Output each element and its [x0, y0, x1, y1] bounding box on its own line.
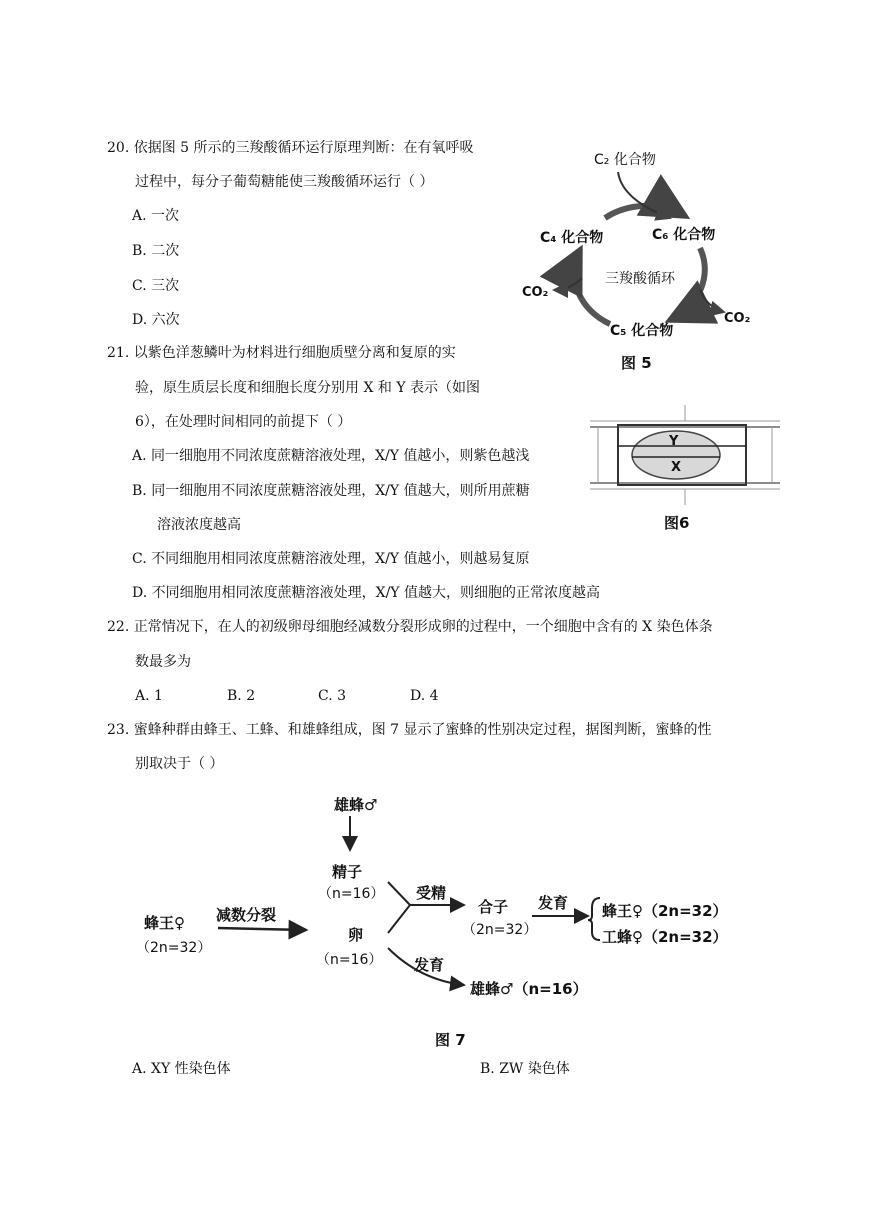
q22-option-c: C. 3 — [318, 688, 347, 704]
fig5-caption: 图 5 — [621, 354, 652, 372]
fig6-x-label: X — [671, 460, 682, 475]
q22-option-a: A. 1 — [135, 688, 163, 704]
fig6-y-label: Y — [669, 434, 679, 449]
q21-stem-line3: 6），在处理时间相同的前提下（ ） — [135, 414, 352, 430]
figure-6-plant-cell — [590, 405, 780, 505]
fig7-queen-out: 蜂王♀（2n=32） — [602, 902, 728, 920]
fig7-worker-out: 工蜂♀（2n=32） — [602, 928, 728, 946]
fig7-zygote: 合子 — [478, 898, 509, 916]
fig7-fertilize: 受精 — [416, 884, 447, 902]
q22-stem-line2: 数最多为 — [135, 654, 191, 670]
q21-stem-line1: 21. 以紫色洋葱鳞叶为材料进行细胞质壁分离和复原的实 — [107, 345, 456, 361]
q21-option-a: A. 同一细胞用不同浓度蔗糖溶液处理，X/Y 值越小，则紫色越浅 — [132, 448, 530, 464]
fig7-meiosis: 减数分裂 — [216, 906, 277, 924]
q21-option-b-line1: B. 同一细胞用不同浓度蔗糖溶液处理，X/Y 值越大，则所用蔗糖 — [132, 483, 530, 499]
q23-stem-line2: 别取决于（ ） — [135, 756, 224, 772]
fig7-queen: 蜂王♀ — [144, 914, 185, 932]
fig5-c6-label: C₆ 化合物 — [652, 227, 716, 243]
fig6-caption: 图6 — [664, 514, 690, 532]
q20-option-b: B. 二次 — [132, 243, 180, 259]
fig7-develop-2: 发育 — [414, 956, 445, 974]
q22-stem-line1: 22. 正常情况下，在人的初级卵母细胞经减数分裂形成卵的过程中，一个细胞中含有的 X 染色体条 — [107, 619, 713, 635]
fig5-co2-left: CO₂ — [522, 285, 549, 300]
fig7-egg-n: （n=16） — [316, 952, 383, 968]
q21-option-b-line2: 溶液浓度越高 — [157, 517, 241, 533]
q23-option-a: A. XY 性染色体 — [132, 1061, 231, 1077]
fig5-c5-label: C₅ 化合物 — [610, 323, 674, 339]
fig5-co2-right: CO₂ — [724, 311, 751, 326]
q20-option-c: C. 三次 — [132, 278, 180, 294]
q22-option-b: B. 2 — [227, 688, 256, 704]
fig5-c2-label: C₂ 化合物 — [594, 152, 656, 168]
fig5-c4-label: C₄ 化合物 — [540, 230, 604, 246]
q20-option-a: A. 一次 — [132, 208, 180, 224]
figure-7-bee-sex-determination — [130, 780, 770, 1010]
q22-option-d: D. 4 — [410, 688, 439, 704]
fig7-sperm-n: （n=16） — [318, 886, 385, 902]
q23-stem-line1: 23. 蜜蜂种群由蜂王、工蜂、和雄蜂组成，图 7 显示了蜜蜂的性别决定过程，据图判断，蜜蜂的性 — [107, 722, 712, 738]
q20-option-d: D. 六次 — [132, 312, 180, 328]
q20-stem-line2: 过程中，每分子葡萄糖能使三羧酸循环运行（ ） — [135, 174, 434, 190]
fig7-develop-1: 发育 — [538, 894, 569, 912]
fig7-sperm: 精子 — [332, 863, 363, 881]
fig7-drone-out: 雄蜂♂（n=16） — [470, 980, 588, 998]
fig7-egg: 卵 — [348, 926, 364, 944]
fig7-caption: 图 7 — [435, 1031, 466, 1049]
fig5-center-label: 三羧酸循环 — [605, 271, 675, 287]
figure-5-tca-cycle — [510, 140, 770, 350]
fig7-drone-top: 雄蜂♂ — [334, 796, 378, 814]
q23-option-b: B. ZW 染色体 — [480, 1061, 570, 1077]
fig7-zygote-n: （2n=32） — [462, 922, 538, 938]
q21-option-c: C. 不同细胞用相同浓度蔗糖溶液处理，X/Y 值越小，则越易复原 — [132, 551, 530, 567]
q20-stem-line1: 20. 依据图 5 所示的三羧酸循环运行原理判断：在有氧呼吸 — [107, 140, 474, 156]
fig7-queen-n: （2n=32） — [136, 940, 212, 956]
q21-option-d: D. 不同细胞用相同浓度蔗糖溶液处理，X/Y 值越大，则细胞的正常浓度越高 — [132, 585, 601, 601]
q21-stem-line2: 验，原生质层长度和细胞长度分别用 X 和 Y 表示（如图 — [135, 380, 481, 396]
